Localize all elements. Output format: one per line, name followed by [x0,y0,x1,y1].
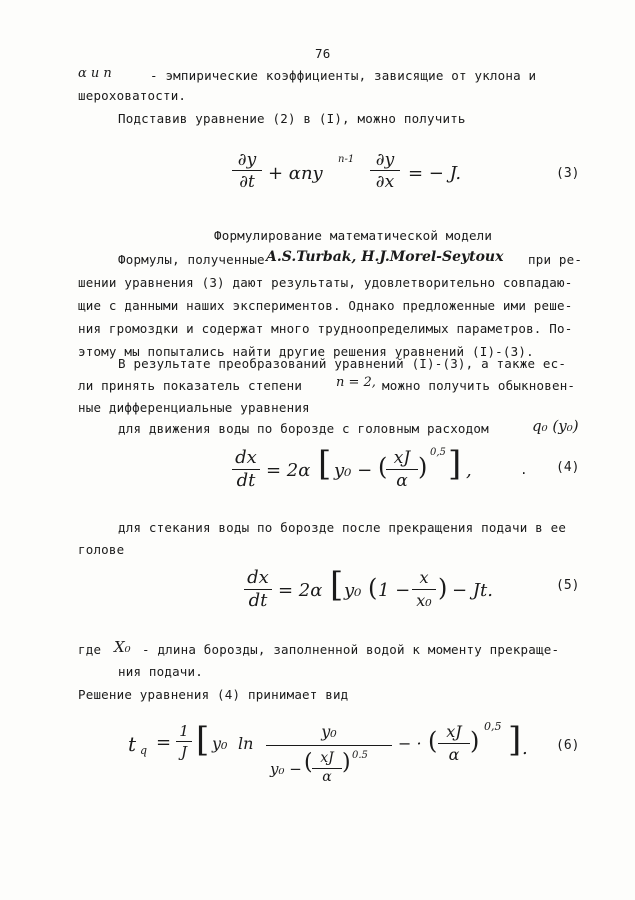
text-line: ные дифференциальные уравнения [78,400,310,415]
eq6-number: (6) [556,738,580,753]
text-line: щие с данными наших экспериментов. Однако предложенные ими реше- [78,298,573,313]
eq3-term: + αny [268,163,323,184]
page-number: 76 [315,46,331,61]
text-line: Подставив уравнение (2) в (I), можно получить [118,111,466,126]
eq6-coef-denominator: J [180,743,187,761]
eq4-paren-open: ( [378,453,388,481]
text-line: где [78,642,102,657]
eq4-y0: y₀ − [334,460,373,481]
eq5-one: 1 − [378,580,411,601]
eq6-bracket-open: [ [196,720,210,760]
symbol-n-equals-2: n = 2, [336,375,376,390]
eq6-in-denominator: α [322,769,332,785]
section-heading: Формулирование математической модели [214,228,493,243]
eq6-big-numerator: y₀ [321,722,337,741]
eq3-denominator: ∂t [239,172,255,192]
eq4-number: (4) [556,460,580,475]
text-line: при ре- [528,252,583,267]
eq4-exponent: 0,5 [430,447,446,458]
eq6-bracket-close: ] [508,720,522,760]
text-line: этому мы попытались найти другие решения уравнений (I)-(3). [78,344,534,359]
eq4-numerator: dx [235,447,257,468]
text-line: для стекания воды по борозде после прекращения подачи в ее [118,520,567,535]
eq5-paren-open: ( [368,574,378,602]
symbol-x0: X₀ [114,638,131,656]
eq6-minus: − · [398,734,422,753]
eq6-lhs: t [128,732,137,756]
eq5-coef: = 2α [278,580,323,601]
text-line: Формулы, полученные [118,252,265,267]
eq6-r-numerator: xJ [446,722,462,741]
eq6-in-exponent: 0.5 [352,750,368,761]
eq3-rhs: = − J. [408,163,462,184]
eq4-paren-close: ) [418,453,428,481]
eq3-number: (3) [556,166,580,181]
eq6-end: . [522,738,528,759]
eq5-bracket-open: [ [330,565,344,605]
text-line: - длина борозды, заполненной водой к моменту прекраще- [142,642,560,657]
eq4-dot: . [520,462,528,477]
eq4-inner-numerator: xJ [393,448,411,468]
eq6-coef-numerator: 1 [179,722,189,740]
text-line: Решение уравнения (4) принимает вид [78,687,349,702]
text-line: - эмпирические коэффициенты, зависящие от уклона и [150,68,537,83]
eq5-numerator: dx [247,567,269,588]
eq6-den-y0: y₀ − [270,760,302,778]
text-line: ли принять показатель степени [78,378,303,393]
eq5-y0: y₀ [344,580,362,601]
author-names: A.S.Turbak, H.J.Morel-Seytoux [266,249,504,265]
eq5-inner-numerator: x [419,568,429,587]
eq6-r-exponent: 0,5 [484,720,502,733]
eq4-bracket-open: [ [318,444,332,484]
text-line: голове [78,542,125,557]
eq6-ln: ln [238,734,254,753]
eq4-denominator: dt [236,470,256,491]
text-line: шении уравнения (3) дают результаты, удовлетворительно совпадаю- [78,275,573,290]
text-line: ния громоздки и содержат много трудноопределимых параметров. По- [78,321,573,336]
eq3-denominator-2: ∂x [375,172,395,192]
eq3-exponent: n-1 [338,154,355,165]
symbol-alpha-n: α и n [78,66,112,81]
text-line: шероховатости. [78,88,187,103]
eq4-coef: = 2α [266,460,311,481]
eq3-numerator-2: ∂y [375,150,395,170]
eq5-inner-denominator: x₀ [416,591,432,610]
eq6-equals: = [156,732,172,753]
eq6-r-paren-open: ( [428,727,438,755]
eq6-y0: y₀ [212,734,228,753]
text-line: ния подачи. [118,664,203,679]
eq4-comma: , [466,460,472,481]
symbol-q0-y0: q₀ (y₀) [532,417,579,435]
eq5-paren-close: ) [438,574,448,602]
text-line: для движения воды по борозде с головным расходом [118,421,489,436]
eq5-number: (5) [556,578,580,593]
eq3-numerator: ∂y [237,150,257,170]
eq6-lhs-sub: q [140,744,148,757]
eq5-denominator: dt [248,590,268,611]
eq6-r-denominator: α [448,745,460,764]
eq5-rhs: − Jt. [452,580,493,601]
eq6-r-paren-close: ) [470,727,480,755]
eq6-in-paren-open: ( [304,750,313,775]
eq4-bracket-close: ] [448,444,462,484]
eq6-in-numerator: xJ [320,750,334,766]
eq4-inner-denominator: α [396,471,408,491]
text-line: можно получить обыкновен- [382,378,576,393]
text-line: В результате преобразований уравнений (I)-(3), а также ес- [118,356,567,371]
eq6-in-paren-close: ) [342,750,351,775]
